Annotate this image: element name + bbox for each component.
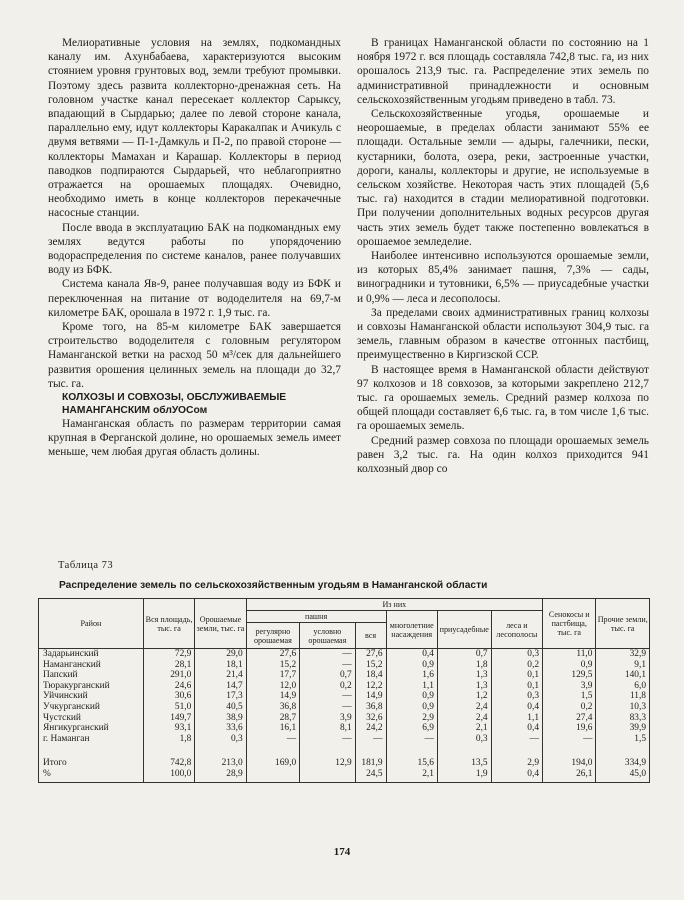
- table-cell: 11,8: [596, 691, 650, 702]
- table-cell: —: [386, 734, 437, 757]
- paragraph: После ввода в эксплуатацию БАК на подкомандных ему землях ведутся работы по упорядочению водораспределения по системе каналов, ранее получавших воду из БФК.: [48, 221, 341, 277]
- paragraph: В настоящее время в Наманганской области действуют 97 колхозов и 18 совхозов, за которыми закреплено 212,7 тыс. га орошаемых земель. Средний размер колхоза по общей площади составляет 6,6 тыс. га, в том числе 1,6 тыс. га орошаемых земель.: [357, 363, 649, 433]
- district-name: Задарьинский: [39, 649, 144, 660]
- table-row: [39, 681, 650, 692]
- table-cell: 0,1: [491, 670, 542, 681]
- table-label: Таблица 73: [58, 560, 114, 571]
- table-cell: 2,4: [437, 702, 491, 713]
- table-cell: 15,6: [386, 756, 437, 769]
- table-cell: 0,3: [491, 649, 542, 660]
- table-cell: —: [543, 734, 596, 757]
- left-column: [48, 36, 341, 460]
- table-cell: 12,0: [246, 681, 299, 692]
- table-cell: 33,6: [195, 723, 246, 734]
- table-cell: 0,3: [195, 734, 246, 757]
- header-total-area: Вся площадь, тыс. га: [143, 599, 194, 649]
- table-cell: —: [300, 734, 356, 757]
- table-cell: 13,5: [437, 756, 491, 769]
- table-row: [39, 769, 650, 782]
- district-name: %: [39, 769, 144, 782]
- table-cell: 742,8: [143, 756, 194, 769]
- table-cell: 14,9: [246, 691, 299, 702]
- district-name: Тюракурганский: [39, 681, 144, 692]
- table-cell: 1,3: [437, 670, 491, 681]
- table-row: [39, 649, 650, 660]
- table-cell: 3,9: [543, 681, 596, 692]
- table-cell: [300, 769, 356, 782]
- header-arable-conditional: условно орошаемая: [300, 623, 356, 649]
- table-cell: —: [300, 691, 356, 702]
- table-cell: 14,9: [355, 691, 386, 702]
- paragraph: За пределами своих административных границ колхозы и совхозы Наманганской области используют 304,9 тыс. га земель, главным образом в качестве отгонных пастбищ, преимущественно в Киргизской ССР.: [357, 306, 649, 362]
- table-cell: 0,4: [491, 769, 542, 782]
- table-cell: —: [300, 702, 356, 713]
- table-cell: 2,1: [437, 723, 491, 734]
- table-cell: 149,7: [143, 713, 194, 724]
- table-cell: 15,2: [246, 660, 299, 671]
- table-cell: 129,5: [543, 670, 596, 681]
- table-cell: 0,4: [491, 702, 542, 713]
- paragraph: В границах Наманганской области по состоянию на 1 ноября 1972 г. вся площадь составляла 742,8 тыс. га, из них орошалось 213,9 тыс. га. Распределение этих земель по административной принадлежности и основным сельскохозяйственным угодьям приведено в табл. 73.: [357, 37, 649, 106]
- table-row: [39, 702, 650, 713]
- district-name: Папский: [39, 670, 144, 681]
- table-cell: 45,0: [596, 769, 650, 782]
- table-cell: 1,1: [491, 713, 542, 724]
- table-cell: 27,6: [246, 649, 299, 660]
- table-cell: 0,1: [491, 681, 542, 692]
- table-cell: 51,0: [143, 702, 194, 713]
- table-cell: 2,4: [437, 713, 491, 724]
- table-row: [39, 723, 650, 734]
- header-household: приусадебные: [437, 611, 491, 649]
- table-cell: 100,0: [143, 769, 194, 782]
- table-cell: —: [300, 649, 356, 660]
- header-arable: пашня: [246, 611, 386, 623]
- table-cell: 0,9: [386, 691, 437, 702]
- table-cell: 9,1: [596, 660, 650, 671]
- table-cell: 1,8: [437, 660, 491, 671]
- table-cell: 30,6: [143, 691, 194, 702]
- district-name: г. Наманган: [39, 734, 144, 757]
- table-cell: —: [246, 734, 299, 757]
- table-cell: 18,4: [355, 670, 386, 681]
- land-distribution-table: [38, 598, 650, 783]
- paragraph: Средний размер совхоза по площади орошаемых земель равен 3,2 тыс. га. На один колхоз приходится 941 колхозный двор со: [357, 434, 649, 476]
- table-cell: 0,2: [300, 681, 356, 692]
- header-district: Район: [39, 599, 144, 649]
- table-row: [39, 691, 650, 702]
- table-cell: 1,3: [437, 681, 491, 692]
- table-cell: 24,5: [355, 769, 386, 782]
- paragraph: Мелиоративные условия на землях, подкомандных каналу им. Ахунбабаева, характеризуются высоким стоянием уровня грунтовых вод, земли требуют промывки. Поэтому здесь развита коллекторно-дренажная сеть. На головном участке канал пересекает коллектор Сарыксу, впадающий в Сырдарью; далее по левой стороне канала, параллельно ему, идут коллекторы Каракалпак и Ачикуль с двумя ветвями — П-1-Дамкуль и П-2, по правой стороне — коллекторы Мамахан и Карашар. Коллекторы в период паводков подпираются Сырдарьей, что неблагоприятно отражается на орошаемых площадях. Очевидно, необходимо иметь в конце коллекторов перекачечные насосные станции.: [48, 37, 341, 220]
- section-heading-line: НАМАНГАНСКИМ облУОСом: [62, 405, 208, 417]
- district-name: Итого: [39, 756, 144, 769]
- table-row: [39, 660, 650, 671]
- table-cell: 0,4: [491, 723, 542, 734]
- table-cell: 291,0: [143, 670, 194, 681]
- page-number: 174: [333, 846, 351, 858]
- table-cell: 12,2: [355, 681, 386, 692]
- table-cell: 39,9: [596, 723, 650, 734]
- table-cell: 26,1: [543, 769, 596, 782]
- district-name: Учкурганский: [39, 702, 144, 713]
- table-cell: 21,4: [195, 670, 246, 681]
- header-other: Прочие земли, тыс. га: [596, 599, 650, 649]
- table-caption: Распределение земель по сельскохозяйственным угодьям в Наманганской области: [59, 580, 488, 591]
- table-cell: 1,1: [386, 681, 437, 692]
- table-cell: 28,7: [246, 713, 299, 724]
- district-name: Чустский: [39, 713, 144, 724]
- table-cell: 36,8: [355, 702, 386, 713]
- header-perennial: многолетние насаждения: [386, 611, 437, 649]
- header-arable-all: вся: [355, 623, 386, 649]
- table-cell: 1,8: [143, 734, 194, 757]
- table-cell: 8,1: [300, 723, 356, 734]
- table-cell: 29,0: [195, 649, 246, 660]
- right-column: [357, 36, 649, 476]
- table-cell: 0,3: [491, 691, 542, 702]
- table-cell: 0,2: [491, 660, 542, 671]
- header-of-them: Из них: [246, 599, 542, 611]
- table-cell: [246, 769, 299, 782]
- table-cell: 10,3: [596, 702, 650, 713]
- table-cell: 0,9: [386, 702, 437, 713]
- table-cell: 6,9: [386, 723, 437, 734]
- table-body: [39, 649, 650, 783]
- table-cell: 140,1: [596, 670, 650, 681]
- table-cell: 17,3: [195, 691, 246, 702]
- table-cell: 181,9: [355, 756, 386, 769]
- table-cell: 27,4: [543, 713, 596, 724]
- table-cell: 3,9: [300, 713, 356, 724]
- table-row: [39, 713, 650, 724]
- table-cell: 32,9: [596, 649, 650, 660]
- table-cell: 0,7: [437, 649, 491, 660]
- table-cell: 18,1: [195, 660, 246, 671]
- paragraph: Наиболее интенсивно используются орошаемые земли, из которых 85,4% занимает пашня, 7,3% — сады, виноградники и тутовники, 6,5% — приусадебные участки и 0,9% — леса и лесополосы.: [357, 250, 649, 305]
- table-cell: 194,0: [543, 756, 596, 769]
- table-cell: 334,9: [596, 756, 650, 769]
- table-cell: 1,6: [386, 670, 437, 681]
- table-cell: 0,4: [386, 649, 437, 660]
- table-cell: 16,1: [246, 723, 299, 734]
- table-cell: —: [300, 660, 356, 671]
- table-cell: 93,1: [143, 723, 194, 734]
- paragraph: Сельскохозяйственные угодья, орошаемые и неорошаемые, в пределах области занимают 55% ее площади. Остальные земли — адыры, галечники, пески, кустарники, болота, озера, реки, застроенные участки, дороги, каналы, коллекторы и другие, не используемые в сельском хозяйстве. Некоторая часть этих площадей (5,6 тыс. га) находится в стадии мелиоративной подготовки. При получении дополнительных водных ресурсов другая часть этих земель будет также постепенно вовлекаться в орошаемое земледелие.: [357, 108, 649, 248]
- table-cell: 213,0: [195, 756, 246, 769]
- table-cell: 0,7: [300, 670, 356, 681]
- header-forest: леса и лесополосы: [491, 611, 542, 649]
- table-cell: 15,2: [355, 660, 386, 671]
- table-cell: 19,6: [543, 723, 596, 734]
- table-cell: 24,2: [355, 723, 386, 734]
- table-cell: 2,1: [386, 769, 437, 782]
- table-cell: 1,5: [543, 691, 596, 702]
- section-heading: [48, 391, 341, 417]
- header-irrigated: Орошаемые земли, тыс. га: [195, 599, 246, 649]
- table-cell: 0,2: [543, 702, 596, 713]
- table-cell: —: [491, 734, 542, 757]
- table-cell: 17,7: [246, 670, 299, 681]
- table-cell: 36,8: [246, 702, 299, 713]
- section-heading-line: КОЛХОЗЫ И СОВХОЗЫ, ОБСЛУЖИВАЕМЫЕ: [62, 392, 287, 404]
- table-cell: 6,0: [596, 681, 650, 692]
- table-cell: 169,0: [246, 756, 299, 769]
- table-cell: 28,1: [143, 660, 194, 671]
- table-cell: 0,9: [386, 660, 437, 671]
- paragraph: Наманганская область по размерам территории самая крупная в Ферганской долине, но орошаемых земель имеет меньше, чем любая другая область долины.: [48, 418, 341, 459]
- table-cell: 0,3: [437, 734, 491, 757]
- table-cell: 1,2: [437, 691, 491, 702]
- table-cell: 72,9: [143, 649, 194, 660]
- paragraph: Кроме того, на 85-м километре БАК завершается строительство вододелителя с головным регулятором Наманганской ветки на расход 50 м³/сек для дальнейшего развития орошения целинных земель на площади до 32,7 тыс. га.: [48, 321, 341, 390]
- table-cell: 0,9: [543, 660, 596, 671]
- district-name: Янгикурганский: [39, 723, 144, 734]
- district-name: Уйчинский: [39, 691, 144, 702]
- table-cell: 40,5: [195, 702, 246, 713]
- table-cell: 1,9: [437, 769, 491, 782]
- table-cell: 27,6: [355, 649, 386, 660]
- table-cell: —: [355, 734, 386, 757]
- header-hayfields: Сенокосы и пастбища, тыс. га: [543, 599, 596, 649]
- table-cell: 32,6: [355, 713, 386, 724]
- table-cell: 11,0: [543, 649, 596, 660]
- table-cell: 14,7: [195, 681, 246, 692]
- table-row: [39, 670, 650, 681]
- table-cell: 12,9: [300, 756, 356, 769]
- table-cell: 38,9: [195, 713, 246, 724]
- table-cell: 83,3: [596, 713, 650, 724]
- district-name: Наманганский: [39, 660, 144, 671]
- header-arable-regular: регулярно орошаемая: [246, 623, 299, 649]
- paragraph: Система канала Яв-9, ранее получавшая воду из БФК и переключенная на питание от вододелителя на 69,7-м километре БАК, орошала в 1972 г. 1,9 тыс. га.: [48, 278, 341, 319]
- table-cell: 1,5: [596, 734, 650, 757]
- table-cell: 2,9: [491, 756, 542, 769]
- table-cell: 24,6: [143, 681, 194, 692]
- table-row: [39, 734, 650, 757]
- table-cell: 2,9: [386, 713, 437, 724]
- table-row: [39, 756, 650, 769]
- table-cell: 28,9: [195, 769, 246, 782]
